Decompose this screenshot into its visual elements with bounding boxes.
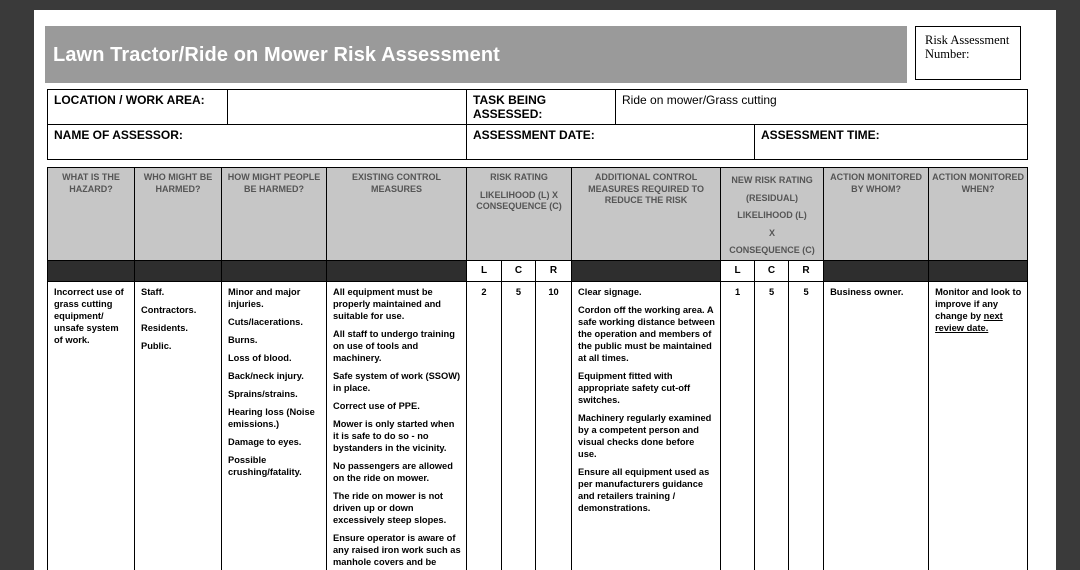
dark-band-cell <box>824 260 929 281</box>
new-risk-r-value: 5 <box>789 281 824 570</box>
risk-c-value: 5 <box>502 281 536 570</box>
existing-controls-cell <box>327 281 467 570</box>
new-risk-l-value: 1 <box>721 281 755 570</box>
header-existing-controls: EXISTING CONTROL MEASURES <box>327 168 467 261</box>
how-cell <box>222 281 327 570</box>
header-hazard: WHAT IS THE HAZARD? <box>48 168 135 261</box>
location-field[interactable] <box>228 90 467 125</box>
list-item: Contractors. <box>141 304 197 315</box>
risk-l-value: 2 <box>467 281 502 570</box>
title-bar <box>45 26 907 83</box>
header-additional-controls: ADDITIONAL CONTROL MEASURES REQUIRED TO REDUCE THE RISK <box>572 168 721 261</box>
who-cell <box>135 281 222 570</box>
new-risk-c-value: 5 <box>755 281 789 570</box>
task-field[interactable]: Ride on mower/Grass cutting <box>616 90 1028 125</box>
risk-rating-title: RISK RATING <box>490 172 548 182</box>
list-item: Cuts/lacerations. <box>228 316 303 327</box>
new-risk-line2: (RESIDUAL) <box>746 192 799 203</box>
list-item: Minor and major injuries. <box>228 286 301 309</box>
list-item: Equipment fitted with appropriate safety cut-off switches. <box>578 370 691 405</box>
list-item: Cordon off the working area. A safe working distance between the operation and members of the public must be maintained at all times. <box>578 304 715 363</box>
risk-assessment-number-box <box>915 26 1021 80</box>
list-item: Public. <box>141 340 172 351</box>
document-title: Lawn Tractor/Ride on Mower Risk Assessment <box>53 44 500 66</box>
new-risk-line1: NEW RISK RATING <box>731 175 813 185</box>
table-row <box>48 281 1028 570</box>
risk-rating-subtitle: LIKELIHOOD (L) X CONSEQUENCE (C) <box>476 189 562 211</box>
monitored-when-text: Monitor and look to improve if any change by <box>935 286 1022 321</box>
location-label: LOCATION / WORK AREA: <box>48 90 228 125</box>
list-item: All equipment must be properly maintained and suitable for use. <box>333 286 441 321</box>
list-item: No passengers are allowed on the ride on mower. <box>333 460 453 483</box>
new-risk-l-label: L <box>721 260 755 281</box>
new-risk-c-label: C <box>755 260 789 281</box>
list-item: Staff. <box>141 286 165 297</box>
list-item: Sprains/strains. <box>228 388 298 399</box>
next-review-date-link: next review date. <box>935 310 1003 333</box>
dark-band-cell <box>327 260 467 281</box>
dark-band-cell <box>929 260 1028 281</box>
monitored-when-cell <box>929 281 1028 570</box>
list-item: Loss of blood. <box>228 352 292 363</box>
document-page <box>34 10 1056 570</box>
list-item: Ensure all equipment used as per manufacturers guidance and retailers training / demonstrations. <box>578 466 710 513</box>
list-item: Residents. <box>141 322 189 333</box>
risk-r-label: R <box>536 260 572 281</box>
new-risk-line5: CONSEQUENCE (C) <box>729 245 815 255</box>
new-risk-line3: LIKELIHOOD (L) <box>737 210 807 220</box>
list-item: Ensure operator is aware of any raised iron work such as manhole covers and be <box>333 532 461 567</box>
ra-number-label-line1: Risk Assessment <box>925 33 1010 47</box>
list-item: Hearing loss (Noise emissions.) <box>228 406 315 429</box>
list-item: Possible crushing/fatality. <box>228 454 302 477</box>
task-label: TASK BEING ASSESSED: <box>467 90 616 125</box>
list-item: Mower is only started when it is safe to do so - no bystanders in the vicinity. <box>333 418 455 453</box>
dark-band-cell <box>48 260 135 281</box>
risk-c-label: C <box>502 260 536 281</box>
risk-table <box>47 167 1028 570</box>
monitored-by-cell: Business owner. <box>824 281 929 570</box>
list-item: Safe system of work (SSOW) in place. <box>333 370 461 393</box>
header-how: HOW MIGHT PEOPLE BE HARMED? <box>222 168 327 261</box>
risk-r-value: 10 <box>536 281 572 570</box>
list-item: Damage to eyes. <box>228 436 302 447</box>
hazard-cell: Incorrect use of grass cutting equipment/ unsafe system of work. <box>48 281 135 570</box>
new-risk-line4: X <box>769 227 776 238</box>
header-who: WHO MIGHT BE HARMED? <box>135 168 222 261</box>
list-item: The ride on mower is not driven up or down excessively steep slopes. <box>333 490 447 525</box>
header-new-risk-rating <box>721 168 824 261</box>
list-item: Burns. <box>228 334 258 345</box>
list-item: All staff to undergo training on use of tools and machinery. <box>333 328 455 363</box>
additional-controls-cell <box>572 281 721 570</box>
ra-number-label-line2: Number: <box>925 47 970 61</box>
header-monitored-by: ACTION MONITORED BY WHOM? <box>824 168 929 261</box>
dark-band-cell <box>572 260 721 281</box>
list-item: Machinery regularly examined by a competent person and visual checks done before use. <box>578 412 712 459</box>
header-risk-rating <box>467 168 572 261</box>
assessment-time-label: ASSESSMENT TIME: <box>755 125 1028 160</box>
list-item: Correct use of PPE. <box>333 400 420 411</box>
risk-l-label: L <box>467 260 502 281</box>
assessor-label: NAME OF ASSESSOR: <box>48 125 467 160</box>
new-risk-r-label: R <box>789 260 824 281</box>
dark-band-cell <box>222 260 327 281</box>
list-item: Clear signage. <box>578 286 642 297</box>
assessment-info-table <box>47 89 1028 160</box>
assessment-date-label: ASSESSMENT DATE: <box>467 125 755 160</box>
list-item: Back/neck injury. <box>228 370 304 381</box>
header-monitored-when: ACTION MONITORED WHEN? <box>929 168 1028 261</box>
dark-band-cell <box>135 260 222 281</box>
